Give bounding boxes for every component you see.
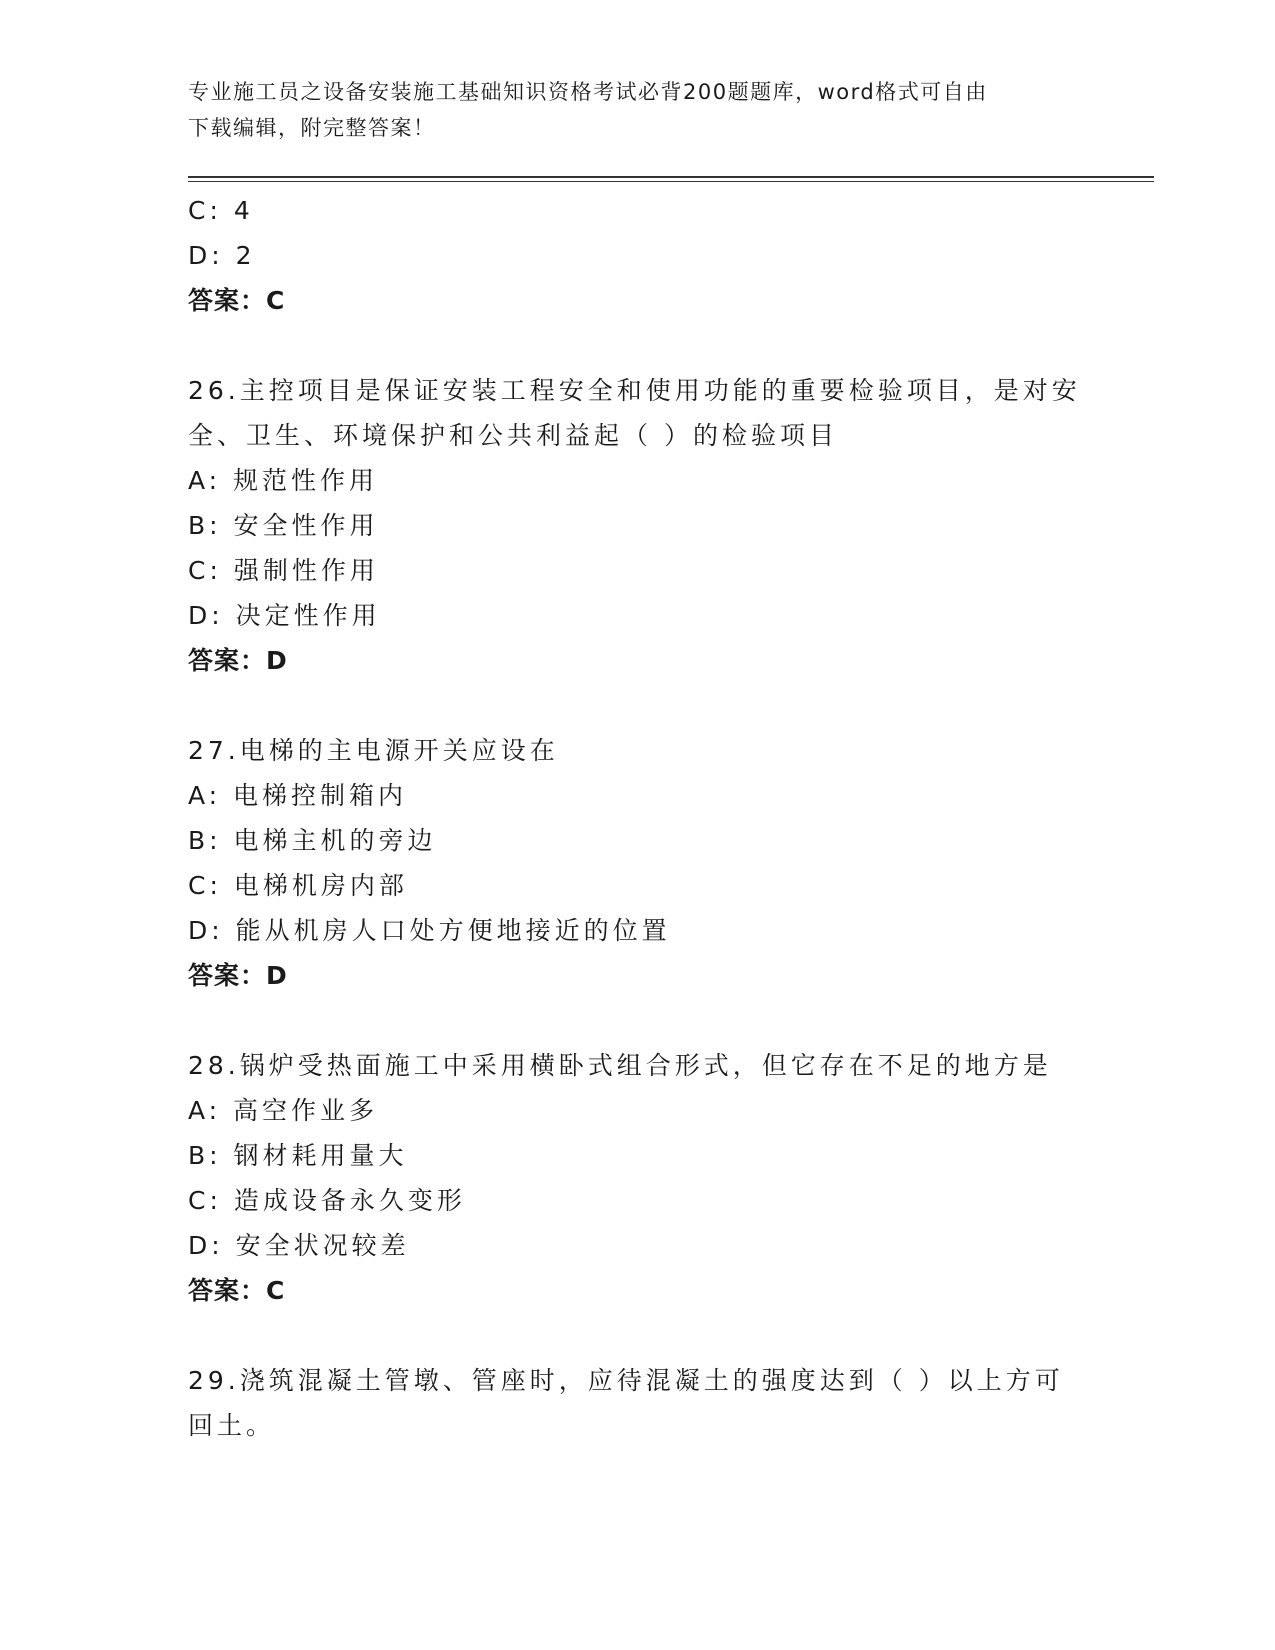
q28-option-d: D: 安全状况较差 bbox=[188, 1231, 410, 1260]
prev-option-c: C: 4 bbox=[188, 196, 254, 225]
q27-option-d: D: 能从机房人口处方便地接近的位置 bbox=[188, 916, 671, 945]
q29-stem-line-2: 回土。 bbox=[188, 1411, 276, 1440]
q26-option-d: D: 决定性作用 bbox=[188, 601, 381, 630]
q28-option-b: B: 钢材耗用量大 bbox=[188, 1141, 408, 1170]
document-header bbox=[188, 74, 1088, 146]
q28-stem: 28.锅炉受热面施工中采用横卧式组合形式，但它存在不足的地方是 bbox=[188, 1051, 1052, 1080]
q29-stem-line-1: 29.浇筑混凝土管墩、管座时，应待混凝土的强度达到（ ）以上方可 bbox=[188, 1366, 1064, 1395]
q26-stem-line-1: 26.主控项目是保证安装工程安全和使用功能的重要检验项目，是对安 bbox=[188, 376, 1081, 405]
q28-option-a: A: 高空作业多 bbox=[188, 1096, 379, 1125]
q27-option-b: B: 电梯主机的旁边 bbox=[188, 826, 437, 855]
q27-stem: 27.电梯的主电源开关应设在 bbox=[188, 736, 559, 765]
prev-answer: 答案：C bbox=[188, 286, 286, 315]
q27-option-c: C: 电梯机房内部 bbox=[188, 871, 408, 900]
q28-option-c: C: 造成设备永久变形 bbox=[188, 1186, 466, 1215]
q27-option-a: A: 电梯控制箱内 bbox=[188, 781, 408, 810]
q28-answer: 答案：C bbox=[188, 1276, 286, 1305]
header-line-1: 专业施工员之设备安装施工基础知识资格考试必背200题题库，word格式可自由 bbox=[188, 80, 988, 104]
prev-option-d: D: 2 bbox=[188, 241, 256, 270]
q26-stem-line-2: 全、卫生、环境保护和公共利益起（ ）的检验项目 bbox=[188, 421, 838, 450]
q26-answer: 答案：D bbox=[188, 646, 288, 675]
header-line-2: 下载编辑，附完整答案！ bbox=[188, 116, 436, 140]
q26-option-c: C: 强制性作用 bbox=[188, 556, 379, 585]
q27-answer: 答案：D bbox=[188, 961, 288, 990]
q26-option-a: A: 规范性作用 bbox=[188, 466, 379, 495]
q26-option-b: B: 安全性作用 bbox=[188, 511, 379, 540]
header-divider-thick bbox=[188, 176, 1154, 178]
header-divider-thin bbox=[188, 181, 1154, 182]
